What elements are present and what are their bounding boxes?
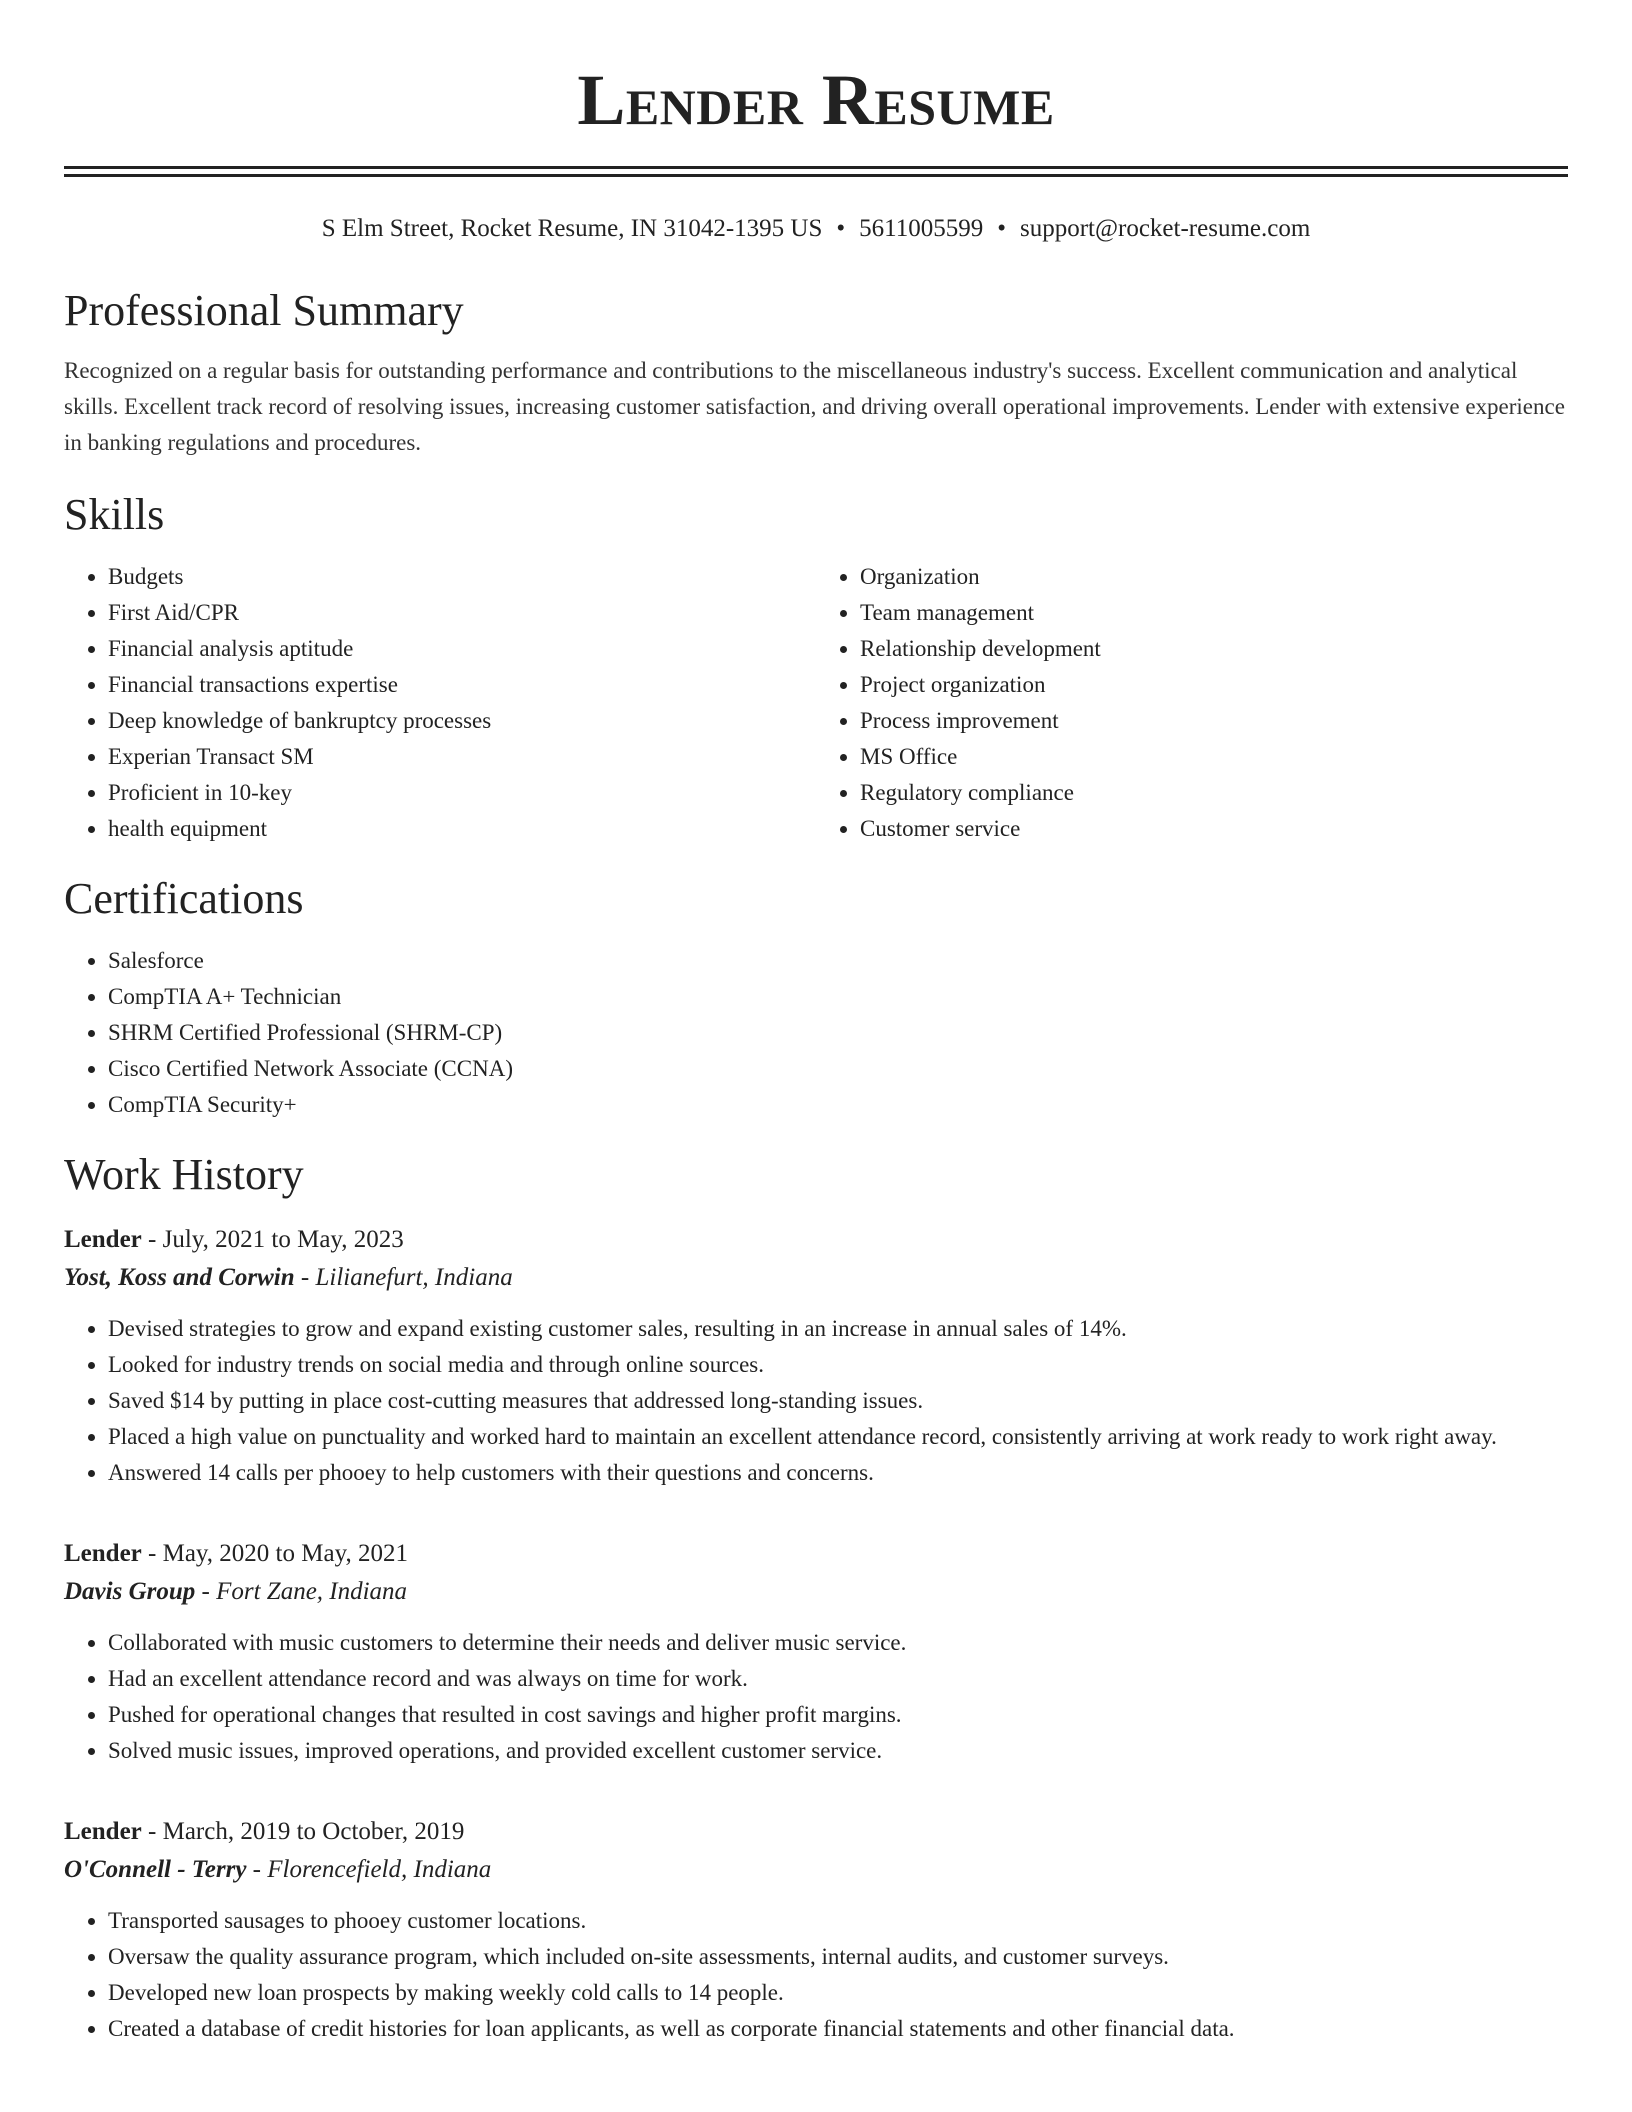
contact-separator: • bbox=[836, 215, 846, 242]
job-bullet: • Created a database of credit histories for loan applicants, as well as corporate financial statements and other financial data. bbox=[108, 2011, 1568, 2047]
job-company: Yost, Koss and Corwin bbox=[64, 1264, 295, 1291]
certification-item: • CompTIA Security+ bbox=[108, 1087, 1568, 1123]
job-bullet: • Collaborated with music customers to determine their needs and deliver music service. bbox=[108, 1625, 1568, 1661]
skills-list-right bbox=[816, 559, 1568, 847]
summary-text: Recognized on a regular basis for outstanding performance and contributions to the miscellaneous industry's success. Excellent communication and analytical skills. Excellent track record of resolving issues, increasing customer satisfaction, and driving overall operational improvements. Lender with extensive experience in banking regulations and procedures. bbox=[64, 358, 1565, 455]
contact-address: S Elm Street, Rocket Resume, IN 31042-1395 US bbox=[321, 215, 823, 242]
job-company: O'Connell - Terry bbox=[64, 1856, 247, 1883]
skill-item: • Organization bbox=[860, 559, 1568, 595]
job-bullets bbox=[64, 1903, 1568, 2047]
resume-title: Lender Resume bbox=[577, 60, 1055, 140]
skill-item: • health equipment bbox=[108, 811, 816, 847]
skills-heading: Skills bbox=[64, 490, 165, 539]
contact-phone: 5611005599 bbox=[859, 215, 984, 242]
certification-item: • Salesforce bbox=[108, 943, 1568, 979]
job-company-line bbox=[64, 1851, 1568, 1889]
job-bullet: • Solved music issues, improved operations, and provided excellent customer service. bbox=[108, 1733, 1568, 1769]
job-bullet: • Transported sausages to phooey customer locations. bbox=[108, 1903, 1568, 1939]
skill-item: • Financial analysis aptitude bbox=[108, 631, 816, 667]
job-title-line bbox=[64, 1535, 1568, 1573]
job-bullet: • Saved $14 by putting in place cost-cutting measures that addressed long-standing issues. bbox=[108, 1383, 1568, 1419]
job-entry bbox=[64, 1813, 1568, 2047]
job-title-line bbox=[64, 1221, 1568, 1259]
job-bullets bbox=[64, 1311, 1568, 1491]
job-bullet: • Looked for industry trends on social media and through online sources. bbox=[108, 1347, 1568, 1383]
certifications-heading: Certifications bbox=[64, 874, 304, 923]
summary-heading: Professional Summary bbox=[64, 286, 464, 335]
certification-item: • CompTIA A+ Technician bbox=[108, 979, 1568, 1015]
job-title: Lender bbox=[64, 1818, 142, 1845]
job-entry bbox=[64, 1535, 1568, 1769]
skill-item: • Project organization bbox=[860, 667, 1568, 703]
skill-item: • Team management bbox=[860, 595, 1568, 631]
job-title: Lender bbox=[64, 1540, 142, 1567]
job-location: - Florencefield, Indiana bbox=[246, 1856, 492, 1883]
skill-item: • Relationship development bbox=[860, 631, 1568, 667]
job-dates: - July, 2021 to May, 2023 bbox=[141, 1226, 404, 1253]
skill-item: • MS Office bbox=[860, 739, 1568, 775]
job-bullet: • Devised strategies to grow and expand existing customer sales, resulting in an increase in annual sales of 14%. bbox=[108, 1311, 1568, 1347]
skill-item: • Customer service bbox=[860, 811, 1568, 847]
contact-separator: • bbox=[997, 215, 1006, 242]
skill-item: • Experian Transact SM bbox=[108, 739, 816, 775]
contact-line bbox=[64, 213, 1568, 245]
certifications-list bbox=[64, 943, 1568, 1123]
skills-list-left bbox=[64, 559, 816, 847]
skill-item: • Regulatory compliance bbox=[860, 775, 1568, 811]
certification-item: • SHRM Certified Professional (SHRM-CP) bbox=[108, 1015, 1568, 1051]
job-dates: - March, 2019 to October, 2019 bbox=[141, 1818, 465, 1845]
job-company: Davis Group bbox=[64, 1578, 196, 1605]
job-bullet: • Answered 14 calls per phooey to help customers with their questions and concerns. bbox=[108, 1455, 1568, 1491]
job-bullet: • Placed a high value on punctuality and worked hard to maintain an excellent attendance record, consistently arriving at work ready to work right away. bbox=[108, 1419, 1568, 1455]
job-bullet: • Had an excellent attendance record and was always on time for work. bbox=[108, 1661, 1568, 1697]
job-bullets bbox=[64, 1625, 1568, 1769]
skill-item: • Budgets bbox=[108, 559, 816, 595]
job-company-line bbox=[64, 1259, 1568, 1297]
job-title: Lender bbox=[64, 1226, 142, 1253]
skill-item: • Deep knowledge of bankruptcy processes bbox=[108, 703, 816, 739]
skill-item: • Proficient in 10-key bbox=[108, 775, 816, 811]
job-bullet: • Pushed for operational changes that resulted in cost savings and higher profit margins. bbox=[108, 1697, 1568, 1733]
job-location: - Fort Zane, Indiana bbox=[195, 1578, 408, 1605]
job-entry bbox=[64, 1221, 1568, 1491]
job-location: - Lilianefurt, Indiana bbox=[294, 1264, 513, 1291]
certification-item: • Cisco Certified Network Associate (CCNA) bbox=[108, 1051, 1568, 1087]
job-title-line bbox=[64, 1813, 1568, 1851]
job-company-line bbox=[64, 1573, 1568, 1611]
job-bullet: • Oversaw the quality assurance program, which included on-site assessments, internal audits, and customer surveys. bbox=[108, 1939, 1568, 1975]
skill-item: • First Aid/CPR bbox=[108, 595, 816, 631]
skill-item: • Financial transactions expertise bbox=[108, 667, 816, 703]
job-bullet: • Developed new loan prospects by making weekly cold calls to 14 people. bbox=[108, 1975, 1568, 2011]
skills-columns bbox=[64, 559, 1568, 847]
work-history-heading: Work History bbox=[64, 1150, 304, 1199]
contact-email: support@rocket-resume.com bbox=[1019, 215, 1311, 242]
title-double-rule bbox=[64, 166, 1568, 177]
skill-item: • Process improvement bbox=[860, 703, 1568, 739]
job-dates: - May, 2020 to May, 2021 bbox=[141, 1540, 408, 1567]
